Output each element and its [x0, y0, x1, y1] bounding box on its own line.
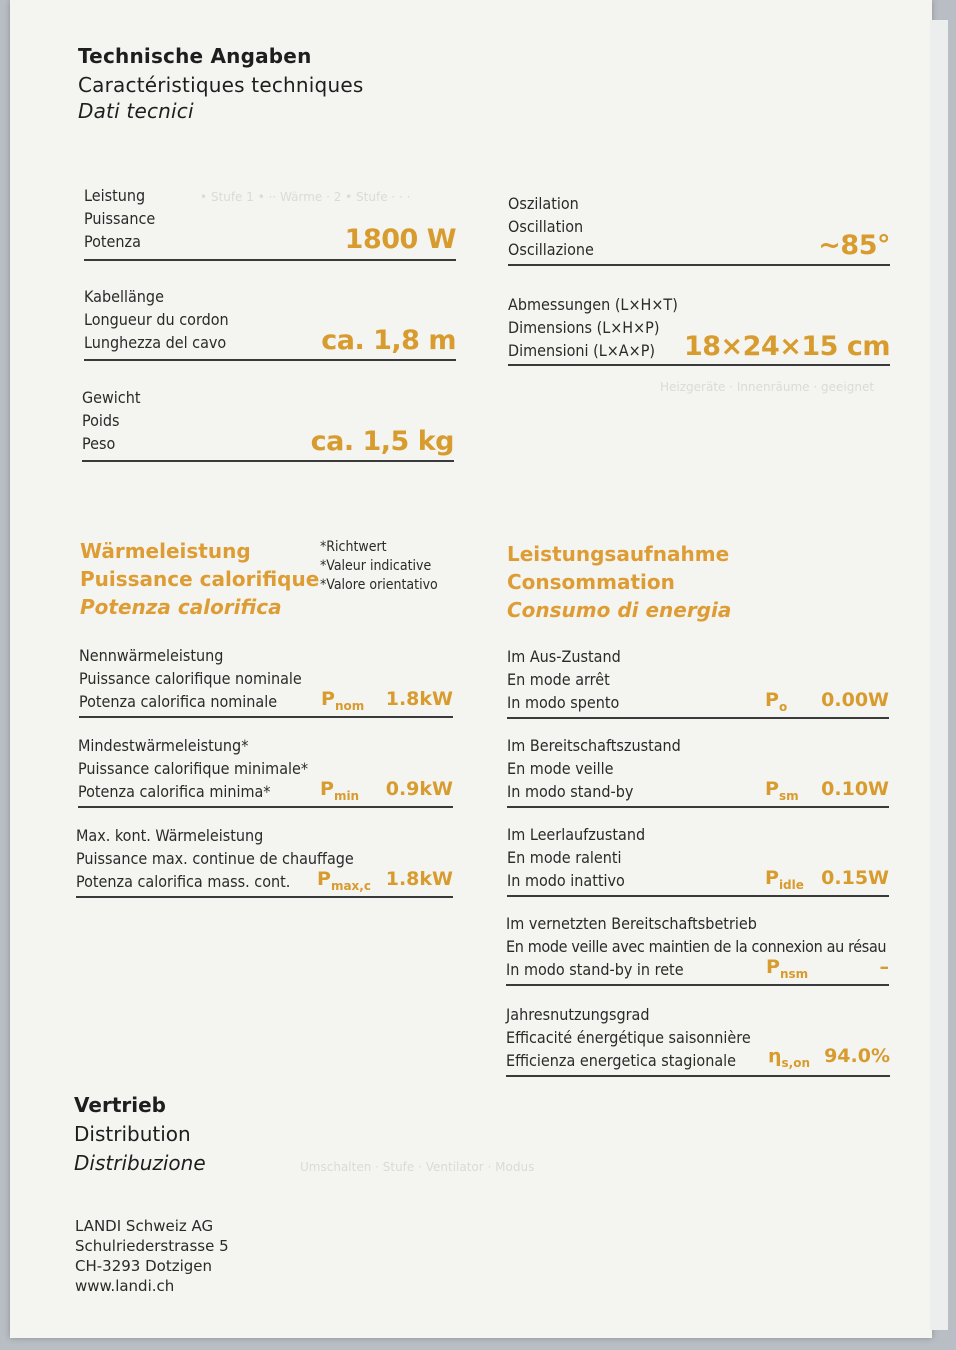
spec-label-it: Lunghezza del cavo: [84, 333, 227, 352]
title-it: Dati tecnici: [78, 99, 194, 123]
symbol-letter: P: [765, 778, 779, 800]
divider: [76, 896, 453, 898]
divider: [507, 895, 889, 897]
row-label-de: Im Bereitschaftszustand: [507, 736, 681, 755]
spec-label-fr: Puissance: [84, 209, 156, 228]
divider: [84, 259, 456, 261]
divider: [508, 264, 890, 266]
symbol-subscript: o: [778, 699, 788, 714]
symbol-letter: P: [321, 688, 335, 710]
divider: [507, 806, 889, 808]
spec-value: ca. 1,8 m: [321, 325, 456, 356]
row-symbol: [765, 867, 804, 892]
heat-row-max-continuous: [76, 824, 453, 900]
symbol-subscript: min: [333, 788, 360, 803]
symbol-letter: P: [317, 868, 331, 890]
row-symbol: [768, 1045, 810, 1070]
spec-value: ca. 1,5 kg: [310, 426, 454, 457]
row-label-it: Potenza calorifica minima*: [78, 782, 271, 801]
spec-label-de: Kabellänge: [84, 287, 164, 306]
distribution-title-de: Vertrieb: [74, 1093, 166, 1117]
spec-weight: [82, 386, 454, 466]
spec-label-it: Dimensioni (L×A×P): [508, 341, 655, 360]
consumption-title: [507, 540, 731, 624]
spec-label-it: Peso: [82, 434, 116, 453]
row-label-fr: En mode arrêt: [507, 670, 610, 689]
row-label-fr: En mode ralenti: [507, 848, 622, 867]
row-symbol: [765, 778, 799, 803]
row-label-de: Im vernetzten Bereitschaftsbetrieb: [506, 914, 757, 933]
symbol-subscript: max,c: [330, 878, 371, 893]
row-label-it: In modo spento: [507, 693, 620, 712]
row-label-de: Im Aus-Zustand: [507, 647, 621, 666]
heat-title-it: Potenza calorifica: [80, 595, 282, 619]
consumption-row-off: [507, 645, 889, 721]
spec-label-de: Abmessungen (L×H×T): [508, 295, 678, 314]
spec-label-de: Gewicht: [82, 388, 141, 407]
symbol-subscript: nom: [334, 698, 365, 713]
consumption-row-idle: [507, 823, 889, 899]
divider: [507, 717, 889, 719]
consumption-row-standby: [507, 734, 889, 810]
spec-cable: [84, 285, 456, 365]
symbol-subscript: nsm: [779, 966, 809, 981]
row-value: –: [879, 956, 889, 978]
divider: [508, 364, 890, 366]
spec-value: ~85°: [818, 230, 890, 261]
divider: [79, 716, 453, 718]
symbol-letter: η: [768, 1045, 782, 1067]
consumption-title-it: Consumo di energia: [507, 598, 732, 622]
row-label-it: In modo stand-by in rete: [506, 960, 684, 979]
page-edge: [930, 20, 948, 1330]
symbol-subscript: s,on: [781, 1055, 811, 1070]
spec-label-it: Potenza: [84, 232, 141, 251]
bleed-through-text: Heizgeräte · Innenräume · geeignet: [660, 380, 875, 394]
spec-label-de: Leistung: [84, 186, 146, 205]
row-value: 1.8kW: [385, 688, 453, 710]
heat-note: [320, 538, 438, 595]
row-value: 94.0%: [824, 1045, 890, 1067]
divider: [506, 1075, 890, 1077]
spec-label-fr: Longueur du cordon: [84, 310, 229, 329]
row-symbol: [765, 689, 787, 714]
street: Schulriederstrasse 5: [75, 1237, 229, 1255]
spec-label-fr: Poids: [82, 411, 120, 430]
divider: [82, 460, 454, 462]
row-label-fr: Efficacité énergétique saisonnière: [506, 1028, 751, 1047]
consumption-row-networked-standby: [506, 912, 889, 988]
symbol-subscript: sm: [778, 788, 799, 803]
website: www.landi.ch: [75, 1277, 175, 1295]
row-label-de: Im Leerlaufzustand: [507, 825, 646, 844]
heat-title: [80, 537, 319, 621]
spec-label-it: Oscillazione: [508, 240, 594, 259]
spec-label-de: Oszilation: [508, 194, 579, 213]
row-label-fr: Puissance calorifique minimale*: [78, 759, 309, 778]
heat-title-fr: Puissance calorifique: [80, 567, 320, 591]
consumption-title-de: Leistungsaufnahme: [507, 542, 730, 566]
note-it: *Valore orientativo: [320, 577, 438, 593]
spec-value: 1800 W: [344, 224, 456, 255]
heat-title-de: Wärmeleistung: [80, 539, 251, 563]
row-label-fr: En mode veille avec maintien de la connexion au résau: [506, 937, 887, 956]
bleed-through-text: • Stufe 1 • ·· Wärme · 2 • Stufe · · ·: [200, 190, 411, 204]
title-fr: Caractéristiques techniques: [78, 73, 364, 97]
row-symbol: [317, 868, 371, 893]
symbol-letter: P: [765, 867, 779, 889]
row-value: 0.15W: [821, 867, 889, 889]
bleed-through-text: Umschalten · Stufe · Ventilator · Modus: [300, 1160, 535, 1174]
row-label-fr: Puissance max. continue de chauffage: [76, 849, 354, 868]
city: CH-3293 Dotzigen: [75, 1257, 213, 1275]
spec-power: [84, 184, 456, 264]
row-label-it: Potenza calorifica nominale: [79, 692, 278, 711]
row-label-fr: En mode veille: [507, 759, 614, 778]
note-de: *Richtwert: [320, 539, 387, 555]
symbol-letter: P: [765, 689, 779, 711]
row-label-de: Max. kont. Wärmeleistung: [76, 826, 264, 845]
consumption-row-seasonal-efficiency: [506, 1003, 890, 1079]
note-fr: *Valeur indicative: [320, 558, 432, 574]
divider: [78, 806, 453, 808]
spec-oscillation: [508, 192, 890, 272]
title-de: Technische Angaben: [78, 44, 312, 68]
symbol-letter: P: [766, 956, 780, 978]
company-name: LANDI Schweiz AG: [75, 1217, 214, 1235]
row-symbol: [321, 688, 364, 713]
row-value: 0.00W: [821, 689, 889, 711]
row-label-it: In modo stand-by: [507, 782, 634, 801]
spec-value: 18×24×15 cm: [683, 331, 890, 362]
row-symbol: [320, 778, 359, 803]
distribution-address: [75, 1216, 229, 1296]
divider: [84, 359, 456, 361]
row-label-de: Jahresnutzungsgrad: [506, 1005, 650, 1024]
row-label-it: Efficienza energetica stagionale: [506, 1051, 736, 1070]
symbol-letter: P: [320, 778, 334, 800]
spec-label-fr: Oscillation: [508, 217, 584, 236]
row-label-fr: Puissance calorifique nominale: [79, 669, 302, 688]
row-label-de: Mindestwärmeleistung*: [78, 736, 249, 755]
consumption-title-fr: Consommation: [507, 570, 675, 594]
heat-row-minimum: [78, 734, 453, 810]
spec-dimensions: [508, 293, 890, 373]
symbol-subscript: idle: [778, 877, 804, 892]
spec-label-fr: Dimensions (L×H×P): [508, 318, 660, 337]
distribution-title: [74, 1091, 206, 1178]
heat-row-nominal: [79, 644, 453, 720]
distribution-title-it: Distribuzione: [74, 1151, 206, 1175]
row-symbol: [766, 956, 808, 981]
row-value: 1.8kW: [385, 868, 453, 890]
row-label-de: Nennwärmeleistung: [79, 646, 224, 665]
divider: [506, 984, 889, 986]
row-value: 0.10W: [821, 778, 889, 800]
row-label-it: In modo inattivo: [507, 871, 625, 890]
row-label-it: Potenza calorifica mass. cont.: [76, 872, 291, 891]
distribution-title-fr: Distribution: [74, 1122, 191, 1146]
row-value: 0.9kW: [385, 778, 453, 800]
